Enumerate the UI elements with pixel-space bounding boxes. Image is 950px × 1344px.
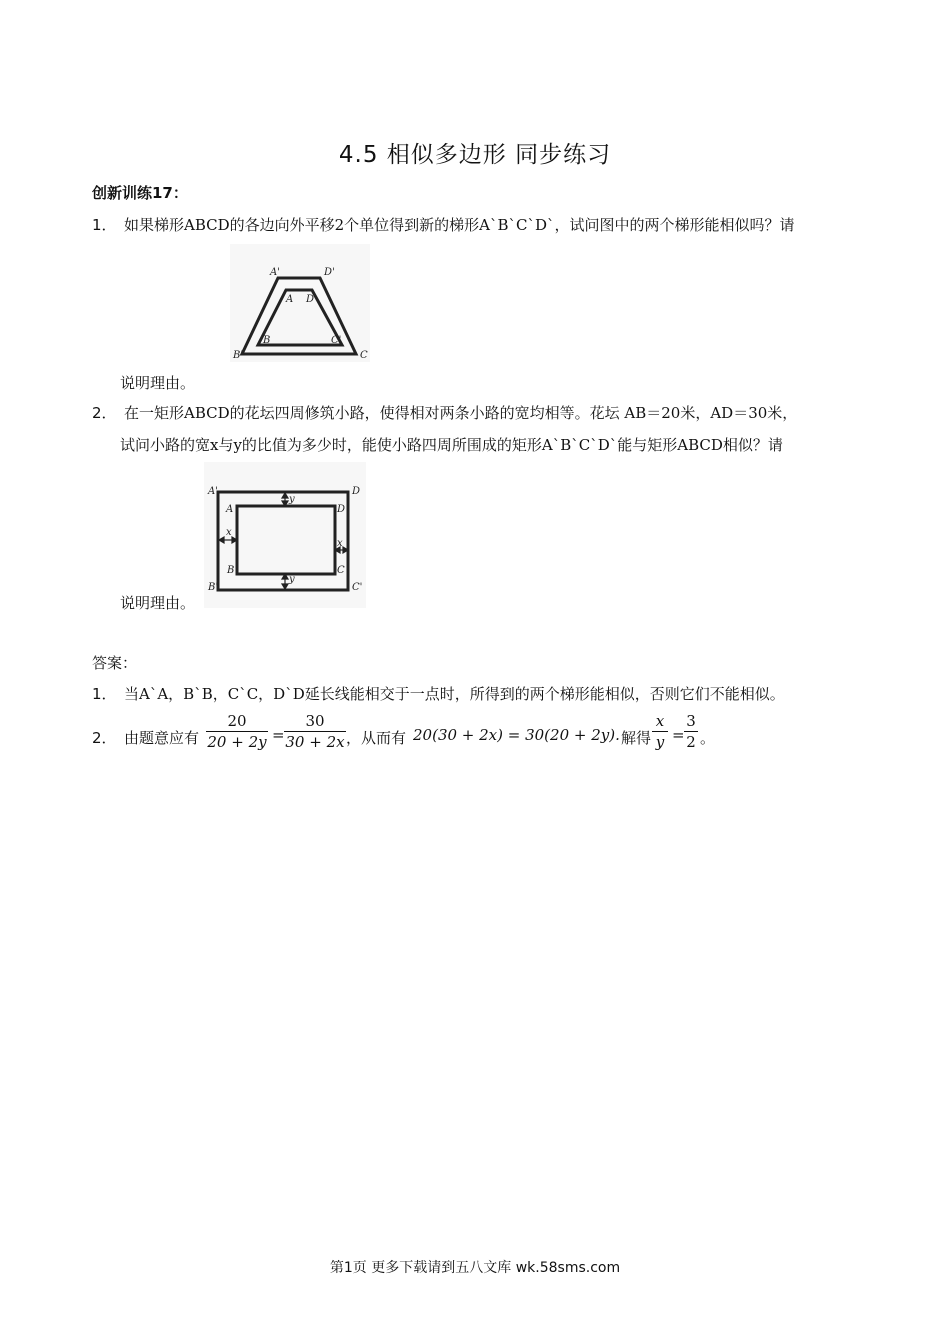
fraction-x-over-y bbox=[652, 712, 668, 751]
answer2-number: 2． bbox=[92, 729, 117, 747]
fraction-numerator: 3 bbox=[686, 712, 696, 730]
label-b1: B' bbox=[233, 350, 244, 361]
section-heading: 创新训练17： bbox=[92, 184, 188, 202]
equals-sign: = bbox=[272, 726, 285, 744]
label-c: C bbox=[337, 565, 345, 576]
trapezoid-figure bbox=[230, 244, 370, 362]
label-a1: A' bbox=[270, 267, 280, 278]
answer2-expression: 20(30 + 2x) = 30(20 + 2y). bbox=[413, 726, 620, 744]
label-c1: C' bbox=[331, 335, 342, 346]
label-d: D bbox=[337, 504, 346, 515]
q2-line2: 试问小路的宽x与y的比值为多少时，能使小路四周所围成的矩形A`B`C`D`能与矩形ABCD相似？请 bbox=[120, 436, 783, 454]
label-a1: A' bbox=[208, 486, 218, 497]
fraction-numerator: 20 bbox=[227, 712, 247, 730]
q2-number: 2． bbox=[92, 404, 117, 422]
label-b: B bbox=[263, 335, 271, 346]
q1-number: 1． bbox=[92, 216, 117, 234]
answer2-prefix: 由题意应有 bbox=[124, 729, 200, 747]
rectangle-figure bbox=[204, 462, 366, 608]
page-footer: 第1页 更多下载请到五八文库 wk.58sms.com bbox=[329, 1260, 621, 1276]
fraction-denominator: 2 bbox=[686, 733, 696, 751]
fraction-denominator: y bbox=[655, 733, 665, 751]
q1-continuation: 说明理由。 bbox=[120, 374, 196, 392]
label-b: B bbox=[227, 565, 235, 576]
inner-rectangle bbox=[237, 506, 335, 574]
fraction-3-over-2 bbox=[684, 712, 698, 751]
label-b1: B' bbox=[208, 582, 219, 593]
label-x-right: x bbox=[337, 538, 343, 549]
label-a: A bbox=[226, 504, 234, 515]
fraction-20-over-20-2y bbox=[206, 712, 268, 751]
answer2-middle: ，从而有 bbox=[346, 729, 407, 747]
fraction-numerator: 30 bbox=[305, 712, 325, 730]
label-c1: C' bbox=[352, 582, 363, 593]
fraction-numerator: x bbox=[655, 712, 665, 730]
fraction-30-over-30-2x bbox=[284, 712, 346, 751]
q1-text: 如果梯形ABCD的各边向外平移2个单位得到新的梯形A`B`C`D`，试问图中的两个梯形能相似吗？请 bbox=[124, 216, 795, 234]
label-d: D bbox=[306, 294, 315, 305]
q2-continuation: 说明理由。 bbox=[120, 594, 196, 612]
answer2-end: 。 bbox=[700, 729, 716, 747]
answer1-text: 当A`A，B`B，C`C，D`D延长线能相交于一点时，所得到的两个梯形能相似，否则它们不能相似。 bbox=[124, 685, 785, 703]
answer2-solve: 解得 bbox=[621, 729, 652, 747]
label-d1: D bbox=[352, 486, 361, 497]
fraction-denominator: 30 + 2x bbox=[285, 733, 345, 751]
page-title: 4.5 相似多边形 同步练习 bbox=[338, 142, 612, 168]
fraction-denominator: 20 + 2y bbox=[207, 733, 267, 751]
label-x-left: x bbox=[226, 527, 232, 538]
answers-heading: 答案： bbox=[92, 654, 138, 672]
answer1-number: 1． bbox=[92, 685, 117, 703]
label-d1: D' bbox=[324, 267, 335, 278]
label-y-bottom: y bbox=[289, 574, 295, 585]
equals-sign-2: = bbox=[672, 726, 685, 744]
label-c: C bbox=[360, 350, 368, 361]
label-a: A bbox=[286, 294, 294, 305]
label-y-top: y bbox=[289, 494, 295, 505]
q2-line1: 在一矩形ABCD的花坛四周修筑小路，使得相对两条小路的宽均相等。花坛 AB＝20米，AD＝30米， bbox=[124, 404, 798, 422]
